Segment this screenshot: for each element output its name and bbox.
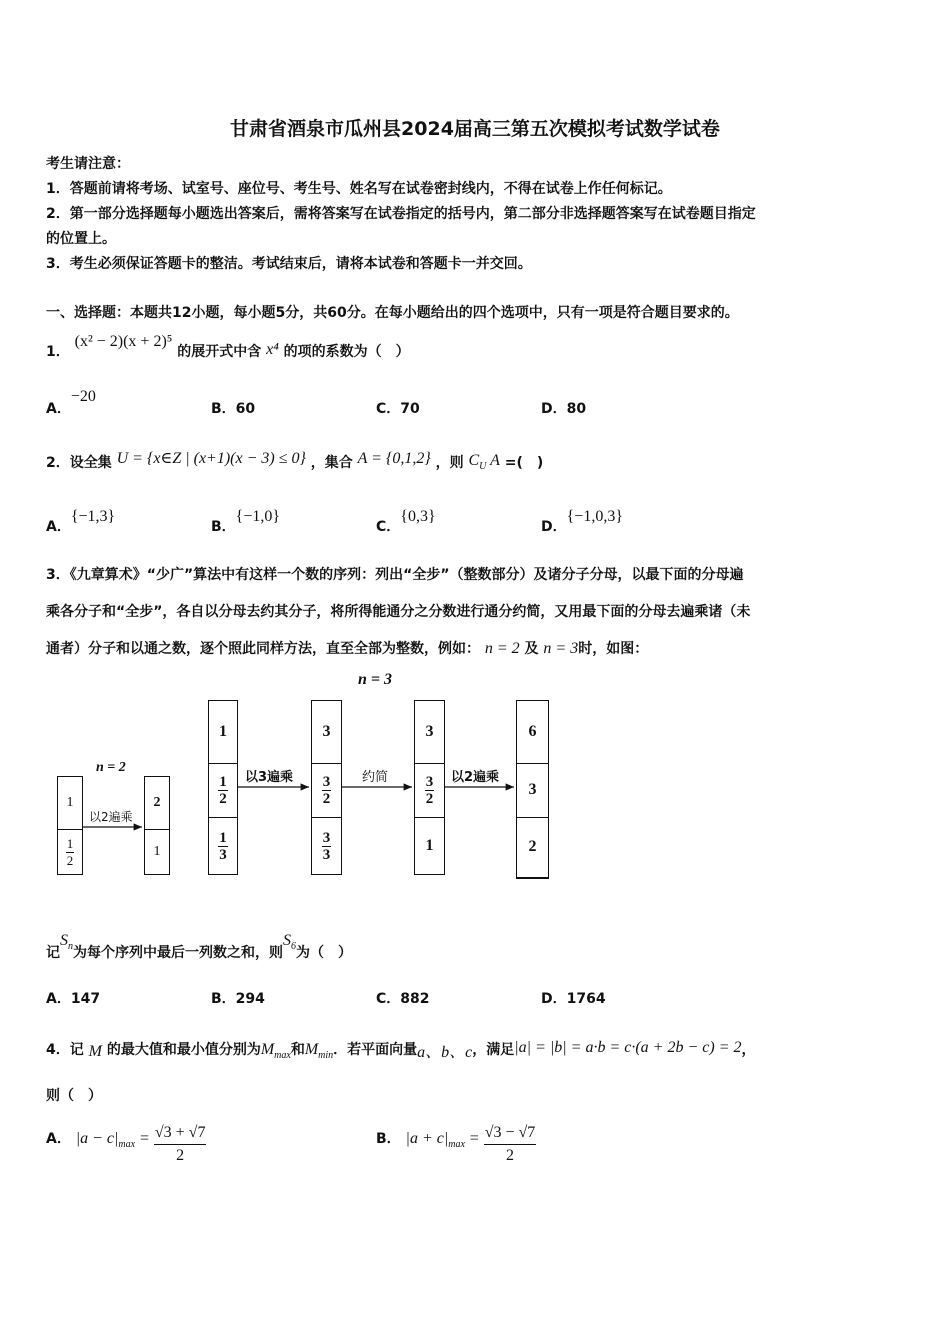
q4-option-b-lhs — [405, 1129, 465, 1150]
q4-option-b-den: 2 — [506, 1147, 514, 1164]
q4-max-sub: max — [274, 1050, 291, 1062]
q3-ask — [46, 930, 352, 961]
q3-option-a-label: A． — [46, 991, 71, 1007]
q4-min-sub: min — [318, 1050, 334, 1062]
page-title: 甘肃省酒泉市瓜州县2024届高三第五次模拟考试数学试卷 — [230, 118, 720, 140]
q1-option-c-label: C． — [376, 401, 401, 417]
question-4 — [46, 1036, 756, 1061]
q4-line-2: 则（ ） — [46, 1088, 102, 1104]
q3-n3: n = 3 — [543, 640, 579, 657]
q3-option-d-value: 1764 — [566, 991, 606, 1007]
notice-item-3: 3．考生必须保证答题卡的整洁。考试结束后，请将本试卷和答题卡一并交回。 — [46, 256, 532, 272]
q4-vectors: a、b、c — [417, 1044, 473, 1061]
question-1 — [46, 333, 410, 360]
q2-option-a-label: A． — [46, 519, 71, 535]
q2-option-d-value: {−1,0,3} — [566, 508, 624, 525]
q2-set-u: U = {x∈Z | (x+1)(x − 3) ≤ 0} — [116, 450, 306, 467]
q4-option-a-frac — [154, 1122, 207, 1167]
q2-comp-sub: U — [479, 461, 487, 473]
q3-line-2: 乘各分子和“全步”，各自以分母去约其分子，将所得能通分之分数进行通分约简，又用最下面的分母去遍乘诸（未 — [46, 604, 751, 620]
q2-option-c — [376, 506, 436, 535]
q3-n2: n = 2 — [484, 640, 520, 657]
q4-option-b-num: √3 − √7 — [484, 1122, 537, 1145]
q2-option-d — [541, 506, 624, 535]
q1-option-c-value: 70 — [400, 401, 420, 417]
q3-option-c-label: C． — [376, 991, 401, 1007]
arrow-n2-label: 以2遍乘 — [89, 810, 133, 824]
q2-option-c-value: {0,3} — [400, 508, 436, 525]
q4-option-b — [376, 1122, 536, 1167]
q2-option-a — [46, 506, 116, 535]
q3-ask-mid: 为每个序列中最后一列数之和，则 — [73, 945, 283, 961]
q4-m: M — [88, 1043, 102, 1060]
col-1-frac-3: $\frac{1}{3}$ — [219, 829, 227, 863]
q3-option-b-label: B． — [211, 991, 236, 1007]
q4-option-a-norm: |a − c| — [75, 1129, 119, 1147]
q2-mid2: ，则 — [435, 455, 464, 471]
q1-number: 1． — [46, 344, 70, 360]
col-2-value-1: 3 — [322, 723, 331, 740]
q2-prefix: 2．设全集 — [46, 455, 112, 471]
q3-option-d-label: D． — [541, 991, 567, 1007]
q4-pre: 4．记 — [46, 1042, 84, 1058]
q4-option-b-norm: |a + c| — [405, 1129, 449, 1147]
q4-mid3: ，满足 — [472, 1042, 515, 1058]
q4-and: 和 — [290, 1042, 305, 1058]
col-4-value-1: 6 — [528, 723, 537, 740]
q4-mmax-m: M — [260, 1041, 275, 1058]
q4-option-b-sub: max — [448, 1138, 465, 1150]
q3-option-a-value: 147 — [70, 991, 101, 1007]
q3-line-3b: 时，如图： — [578, 641, 649, 657]
col-3-frac-2: $\frac{3}{2}$ — [425, 773, 434, 807]
q4-mid2: ．若平面向量 — [333, 1042, 418, 1058]
q4-option-a-num: √3 + √7 — [154, 1122, 207, 1145]
q4-option-a-den: 2 — [176, 1147, 185, 1164]
diagram-n2-label: n = 2 — [96, 760, 126, 775]
q3-option-b-value: 294 — [235, 991, 265, 1007]
q2-tail: =( ) — [504, 455, 544, 471]
q3-s6-sub: 6 — [291, 941, 296, 953]
col-b-value-1: 2 — [153, 795, 161, 810]
q1-option-a — [46, 386, 96, 417]
q2-comp-c: C — [468, 452, 480, 469]
notice-heading: 考生请注意： — [46, 156, 130, 172]
q4-option-a — [46, 1122, 206, 1167]
q1-term: x⁴ — [266, 341, 279, 358]
q1-option-c — [376, 398, 420, 418]
diagram-n3-label: n = 3 — [358, 671, 393, 688]
q1-text: 的展开式中含 — [177, 344, 262, 360]
q2-mid: ，集合 — [310, 455, 353, 471]
q3-sn-sub: n — [68, 941, 73, 953]
col-4-value-3: 2 — [528, 838, 537, 855]
q1-option-a-label: A． — [46, 401, 71, 417]
q4-comma: ， — [741, 1042, 756, 1058]
question-2 — [46, 452, 543, 474]
q2-option-d-label: D． — [541, 519, 567, 535]
q3-diagram — [0, 665, 950, 890]
col-a-value-1: 1 — [66, 795, 74, 810]
col-1-frac-2: $\frac{1}{2}$ — [219, 773, 227, 807]
q2-option-a-value: {−1,3} — [70, 508, 116, 525]
col-a-frac: $\frac{1}{2}$ — [66, 835, 74, 868]
q3-option-c — [376, 988, 430, 1008]
q3-s6-s: S — [283, 932, 291, 949]
q4-mmin-m: M — [304, 1041, 319, 1058]
q4-mmax — [260, 1041, 291, 1062]
arrow-3-label: 以2遍乘 — [451, 770, 500, 785]
col-2-frac-3: $\frac{3}{3}$ — [322, 829, 331, 863]
q1-option-b — [211, 398, 255, 418]
arrow-2-label: 约简 — [362, 770, 389, 785]
col-4-value-2: 3 — [528, 781, 537, 798]
col-2-frac-2: $\frac{3}{2}$ — [322, 773, 331, 807]
q1-option-a-value: −20 — [70, 388, 96, 405]
q2-comp-a: A — [490, 452, 500, 469]
q1-option-d — [541, 398, 586, 418]
q3-sn — [60, 932, 73, 953]
q4-option-b-label: B． — [376, 1130, 401, 1147]
q4-option-a-label: A． — [46, 1130, 71, 1147]
notice-item-2: 2．第一部分选择题每小题选出答案后，需将答案写在试卷指定的括号内，第二部分非选择题答案写在试卷题目指定 — [46, 206, 756, 222]
col-b-value-2: 1 — [153, 844, 161, 859]
q3-ask-tail: 为（ ） — [296, 945, 352, 961]
col-3-value-3: 1 — [425, 837, 434, 854]
q1-expression: (x² − 2)(x + 2)⁵ — [74, 333, 173, 350]
q1-option-b-value: 60 — [235, 401, 256, 417]
q4-option-a-eq: = — [139, 1129, 149, 1147]
q3-sn-s: S — [60, 932, 68, 949]
col-3-value-1: 3 — [425, 723, 434, 740]
q4-option-a-sub: max — [118, 1138, 136, 1150]
q4-condition: |a| = |b| = a·b = c·(a + 2b − c) = 2 — [514, 1039, 742, 1056]
arrow-1-label: 以3遍乘 — [245, 770, 294, 785]
q3-option-c-value: 882 — [400, 991, 430, 1007]
q4-mmin — [304, 1041, 334, 1062]
q4-option-b-eq: = — [469, 1129, 479, 1147]
q2-set-a: A = {0,1,2} — [357, 450, 431, 467]
section-heading: 一、选择题：本题共12小题，每小题5分，共60分。在每小题给出的四个选项中，只有一项是符合题目要求的。 — [46, 305, 739, 321]
q3-and: 及 — [524, 641, 539, 657]
q3-line-1: 3．《九章算术》“少广”算法中有这样一个数的序列：列出“全步”（整数部分）及诸分子分母，以最下面的分母遍 — [46, 567, 744, 583]
q2-option-b — [211, 506, 281, 535]
notice-item-2-cont: 的位置上。 — [46, 231, 116, 247]
q3-line-3 — [46, 638, 648, 658]
q4-mid: 的最大值和最小值分别为 — [106, 1042, 261, 1058]
q1-tail: 的项的系数为（ ） — [283, 344, 410, 360]
q4-option-b-frac — [484, 1122, 537, 1167]
q2-complement — [468, 452, 500, 473]
q1-option-d-value: 80 — [566, 401, 587, 417]
q3-line-3a: 通者）分子和以通之数，逐个照此同样方法，直至全部为整数，例如： — [46, 641, 480, 657]
q3-option-a — [46, 988, 100, 1008]
col-1-value-1: 1 — [219, 723, 227, 740]
q4-option-a-lhs — [75, 1129, 136, 1150]
q3-ask-pre: 记 — [46, 945, 60, 961]
q2-option-c-label: C． — [376, 519, 401, 535]
q2-option-b-value: {−1,0} — [235, 508, 281, 525]
q1-option-b-label: B． — [211, 401, 236, 417]
notice-item-1: 1．答题前请将考场、试室号、座位号、考生号、姓名写在试卷密封线内，不得在试卷上作任何标记。 — [46, 181, 672, 197]
q3-option-b — [211, 988, 265, 1008]
q3-s6 — [283, 932, 296, 953]
q3-option-d — [541, 988, 606, 1008]
q2-option-b-label: B． — [211, 519, 236, 535]
q1-option-d-label: D． — [541, 401, 567, 417]
